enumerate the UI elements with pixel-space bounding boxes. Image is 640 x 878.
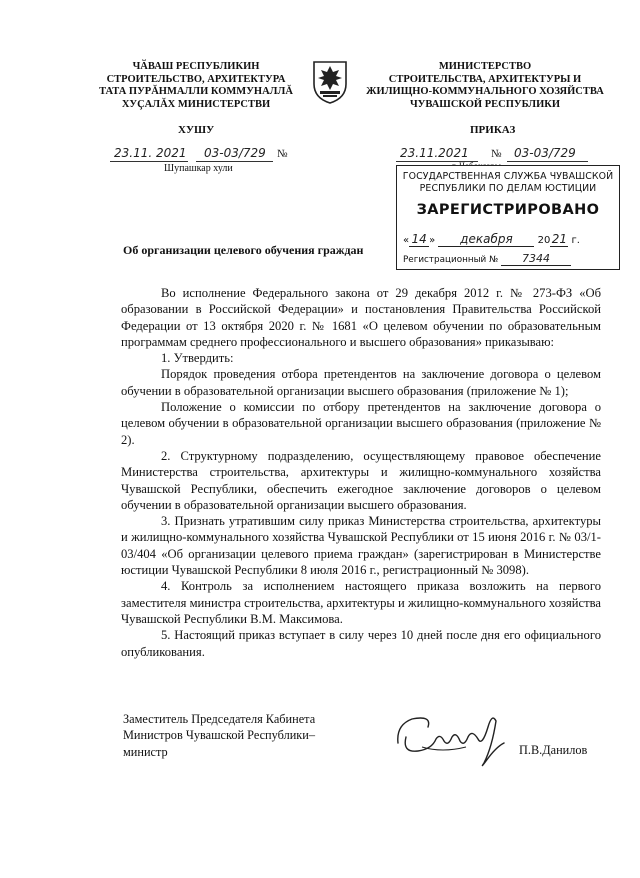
left-number-underline bbox=[196, 161, 273, 162]
stamp-date-year-suffix: 21 bbox=[551, 232, 567, 246]
stamp-quote-open: « bbox=[403, 235, 410, 246]
header-left-line: СТРОИТЕЛЬСТВО, АРХИТЕКТУРА bbox=[106, 73, 286, 85]
stamp-org bbox=[397, 171, 619, 195]
stamp-reg-label: Регистрационный № bbox=[403, 255, 499, 265]
left-number-handwritten: 03-03/729 bbox=[204, 146, 266, 160]
stamp-date-day: 14 bbox=[409, 232, 429, 247]
body-paragraph: 5. Настоящий приказ вступает в силу через 10 дней после дня его официального опубликования. bbox=[121, 628, 601, 659]
doc-type-chuvash: ХУШУ bbox=[178, 124, 215, 136]
stamp-date-year-unit: г. bbox=[571, 235, 580, 246]
right-no-label: № bbox=[491, 148, 502, 160]
stamp-reg-row bbox=[403, 252, 571, 266]
header-right-line: ЖИЛИЩНО-КОММУНАЛЬНОГО ХОЗЯЙСТВА bbox=[366, 86, 604, 97]
body-paragraph: 1. Утвердить: bbox=[161, 351, 234, 366]
left-no-label: № bbox=[277, 148, 288, 160]
chuvash-emblem-icon bbox=[308, 58, 352, 104]
left-place: Шупашкар хули bbox=[164, 163, 233, 174]
stamp-status: ЗАРЕГИСТРИРОВАНО bbox=[416, 202, 600, 218]
order-body bbox=[121, 285, 601, 660]
signatory-title-line: Министров Чувашской Республики– bbox=[123, 728, 315, 743]
handwritten-signature bbox=[392, 707, 510, 771]
header-left-chuvash bbox=[86, 61, 306, 111]
header-left-line: ТАТА ПУРĂНМАЛЛИ КОММУНАЛЛĂ bbox=[99, 86, 293, 97]
body-paragraph: 4. Контроль за исполнением настоящего приказа возложить на первого заместителя министра строительства, архитектуры и жилищно-коммунального хозяйства Чувашской Республики В.М. Максимова. bbox=[121, 579, 601, 626]
stamp-date-month: декабря bbox=[438, 232, 534, 247]
header-right-line: МИНИСТЕРСТВО bbox=[438, 61, 532, 72]
body-paragraph: Порядок проведения отбора претендентов на заключение договора о целевом обучении в образовательной организации высшего образования (приложение № 1); bbox=[121, 367, 601, 398]
signatory-title-line: Заместитель Председателя Кабинета bbox=[123, 712, 316, 726]
body-paragraph: 2. Структурному подразделению, осуществляющему правовое обеспечение Министерства строительства, архитектуры и жилищно-коммунального хозяйства Чувашской Республики, обеспечить ежегодное заключение договоров о целевом обучении в образовательной организации высшего образования. bbox=[121, 448, 601, 512]
doc-type-russian: ПРИКАЗ bbox=[470, 124, 516, 136]
stamp-reg-number: 7344 bbox=[501, 252, 571, 266]
right-number-handwritten: 03-03/729 bbox=[514, 146, 576, 160]
order-subject: Об организации целевого обучения граждан bbox=[123, 243, 364, 257]
stamp-date-year-prefix: 20 bbox=[537, 235, 551, 246]
header-right-russian bbox=[350, 61, 620, 111]
header-left-line: ЧӐВАШ РЕСПУБЛИКИН bbox=[132, 61, 260, 72]
right-date-handwritten: 23.11.2021 bbox=[400, 146, 469, 160]
signatory-title bbox=[123, 711, 315, 760]
registration-stamp bbox=[396, 165, 620, 270]
body-paragraph: Положение о комиссии по отбору претендентов на заключение договора о целевом обучении в образовательной организации высшего образования (приложение № 2). bbox=[121, 400, 601, 447]
body-paragraph: Во исполнение Федерального закона от 29 декабря 2012 г. № 273-ФЗ «Об образовании в Российской Федерации» и постановления Правительства Российской Федерации от 13 октября 2020 г. № 1681 «О целевом обучении по образовательным программам среднего профессионального и высшего образования» приказываю: bbox=[121, 286, 601, 349]
right-number-underline bbox=[507, 161, 588, 162]
left-date-handwritten: 23.11. 2021 bbox=[114, 146, 187, 160]
stamp-quote-close: » bbox=[429, 235, 436, 246]
stamp-org-line: РЕСПУБЛИКИ ПО ДЕЛАМ ЮСТИЦИИ bbox=[419, 183, 597, 194]
header-right-line: СТРОИТЕЛЬСТВА, АРХИТЕКТУРЫ И bbox=[388, 73, 582, 85]
left-date-underline bbox=[110, 161, 188, 162]
signatory-title-line: министр bbox=[123, 744, 168, 759]
stamp-org-line: ГОСУДАРСТВЕННАЯ СЛУЖБА ЧУВАШСКОЙ bbox=[402, 171, 614, 182]
stamp-date-row bbox=[403, 232, 580, 247]
header-right-line: ЧУВАШСКОЙ РЕСПУБЛИКИ bbox=[409, 98, 561, 110]
signatory-name: П.В.Данилов bbox=[519, 743, 588, 757]
header-left-line: ХУҪАЛĂХ МИНИСТЕРСТВИ bbox=[121, 98, 271, 110]
body-paragraph: 3. Признать утратившим силу приказ Министерства строительства, архитектуры и жилищно-коммунального хозяйства Чувашской Республики от 15 июня 2016 г. № 03/1-03/404 «Об организации целевого приема граждан» (зарегистрирован в Министерстве юстиции Чувашской Республики 8 июля 2016 г., регистрационный № 3098). bbox=[121, 514, 601, 578]
